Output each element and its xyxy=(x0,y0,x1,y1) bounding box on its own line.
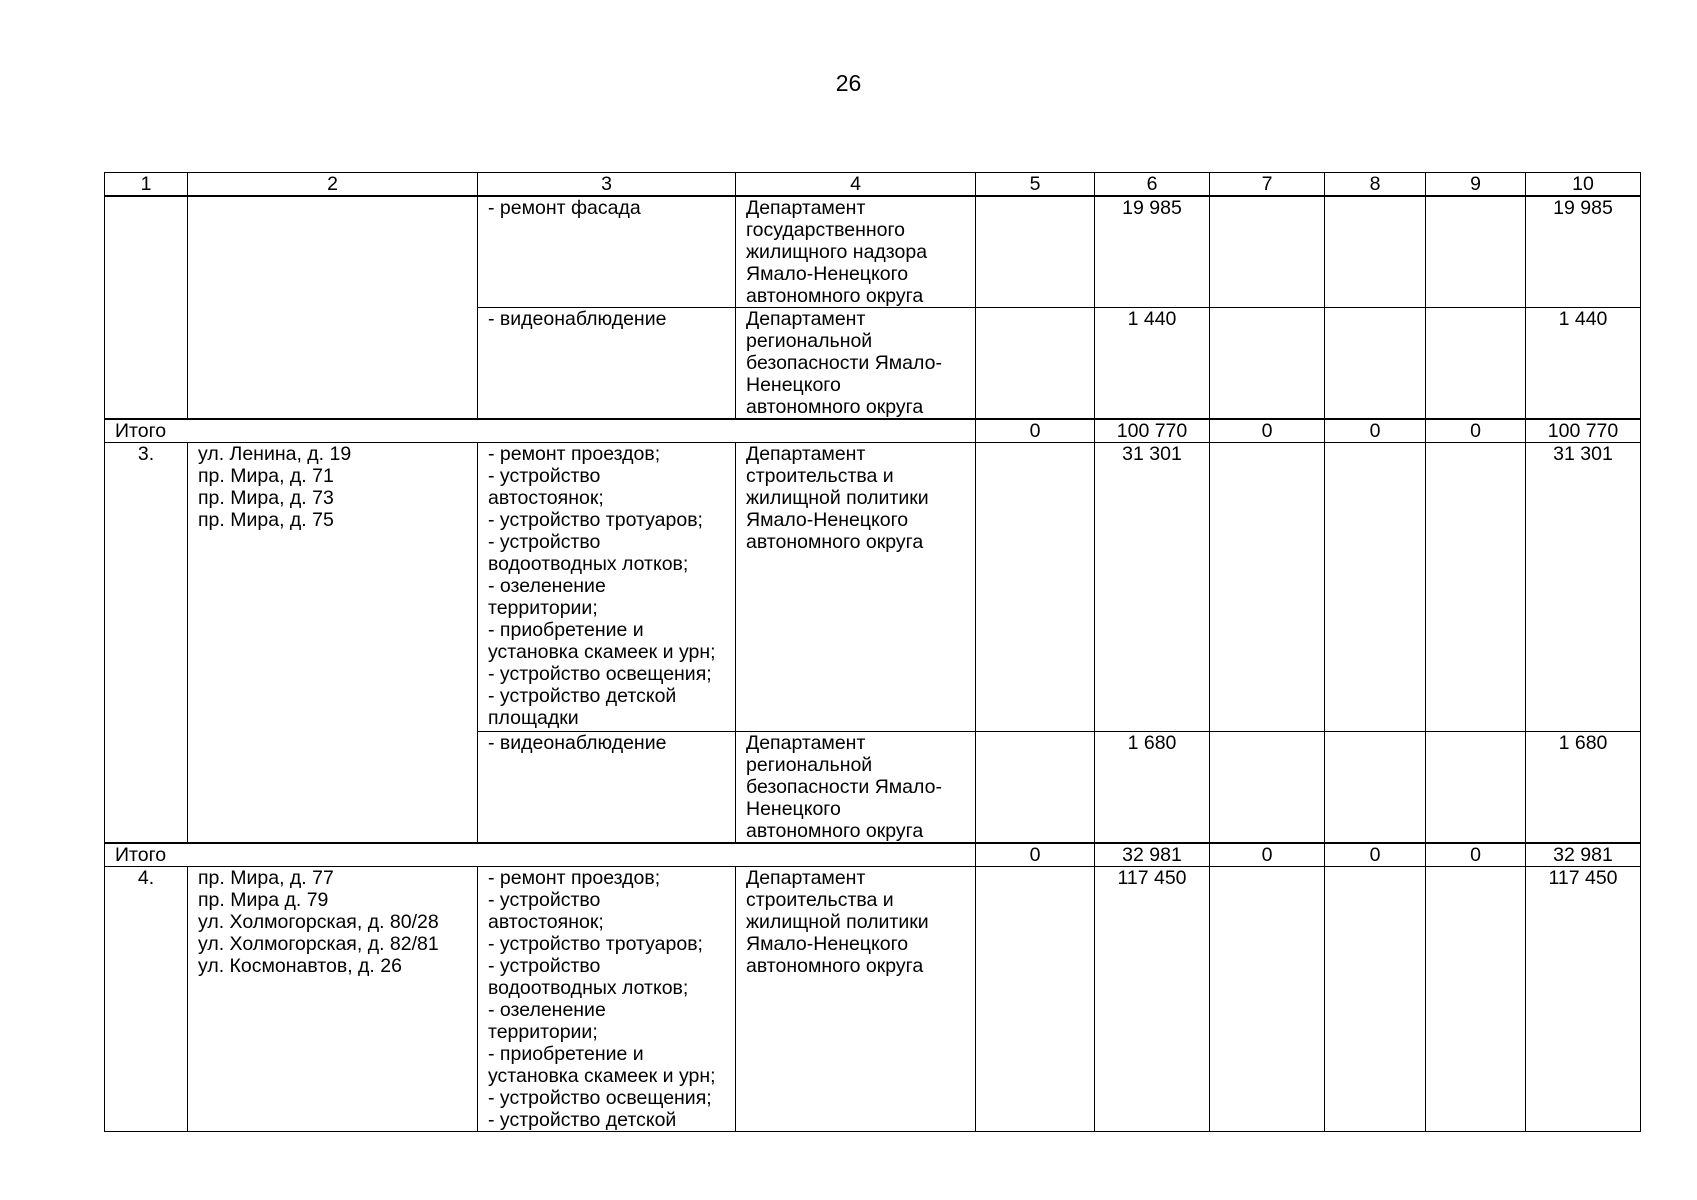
department-cell: Департамент строительства и жилищной политики Ямало-Ненецкого автономного округа xyxy=(736,867,976,1132)
value-cell xyxy=(1325,196,1426,308)
work-cell: - ремонт проездов; - устройство автостоянок; - устройство тротуаров; - устройство водоотводных лотков; - озеленение территории; - приобретение и установка скамеек и урн; - устройство освещения; - устройство детской площадки xyxy=(478,443,736,732)
value-cell xyxy=(1426,196,1526,308)
value-cell: 1 680 xyxy=(1095,732,1210,844)
department-cell: Департамент региональной безопасности Ямало- Ненецкого автономного округа xyxy=(736,308,976,420)
department-cell: Департамент строительства и жилищной политики Ямало-Ненецкого автономного округа xyxy=(736,443,976,732)
header-cell: 3 xyxy=(478,173,736,197)
total-value: 32 981 xyxy=(1095,843,1210,867)
row-number-cell: 4. xyxy=(105,867,188,1132)
value-cell: 31 301 xyxy=(1526,443,1641,732)
value-cell xyxy=(1426,308,1526,420)
total-value: 100 770 xyxy=(1526,419,1641,443)
value-cell xyxy=(1426,867,1526,1132)
header-cell: 7 xyxy=(1210,173,1325,197)
header-cell: 6 xyxy=(1095,173,1210,197)
total-label: Итого xyxy=(105,419,976,443)
table-row xyxy=(105,867,1641,1132)
header-cell: 10 xyxy=(1526,173,1641,197)
value-cell xyxy=(1210,732,1325,844)
column-number-row xyxy=(105,173,1641,197)
value-cell: 117 450 xyxy=(1526,867,1641,1132)
address-cell: ул. Ленина, д. 19 пр. Мира, д. 71 пр. Мира, д. 73 пр. Мира, д. 75 xyxy=(188,443,478,844)
value-cell: 19 985 xyxy=(1526,196,1641,308)
total-value: 0 xyxy=(976,843,1095,867)
header-cell: 9 xyxy=(1426,173,1526,197)
page-number: 26 xyxy=(835,70,862,96)
work-cell: - видеонаблюдение xyxy=(478,308,736,420)
value-cell: 117 450 xyxy=(1095,867,1210,1132)
value-cell xyxy=(1426,732,1526,844)
header-cell: 2 xyxy=(188,173,478,197)
value-cell xyxy=(1210,196,1325,308)
total-value: 0 xyxy=(976,419,1095,443)
value-cell xyxy=(1325,308,1426,420)
work-cell: - ремонт проездов; - устройство автостоянок; - устройство тротуаров; - устройство водоотводных лотков; - озеленение территории; - приобретение и установка скамеек и урн; - устройство освещения; - устройство детской xyxy=(478,867,736,1132)
total-value: 0 xyxy=(1426,419,1526,443)
value-cell xyxy=(976,867,1095,1132)
department-cell: Департамент государственного жилищного надзора Ямало-Ненецкого автономного округа xyxy=(736,196,976,308)
table-row xyxy=(105,443,1641,732)
total-value: 0 xyxy=(1325,843,1426,867)
program-table xyxy=(104,172,1641,1132)
value-cell xyxy=(1325,732,1426,844)
work-cell: - ремонт фасада xyxy=(478,196,736,308)
total-row xyxy=(105,843,1641,867)
value-cell xyxy=(976,308,1095,420)
value-cell xyxy=(1426,443,1526,732)
value-cell xyxy=(976,196,1095,308)
value-cell: 19 985 xyxy=(1095,196,1210,308)
total-row xyxy=(105,419,1641,443)
table-row xyxy=(105,196,1641,308)
value-cell xyxy=(1210,308,1325,420)
value-cell: 31 301 xyxy=(1095,443,1210,732)
value-cell: 1 680 xyxy=(1526,732,1641,844)
value-cell xyxy=(976,732,1095,844)
row-number-cell: 3. xyxy=(105,443,188,844)
department-cell: Департамент региональной безопасности Ямало- Ненецкого автономного округа xyxy=(736,732,976,844)
work-cell: - видеонаблюдение xyxy=(478,732,736,844)
value-cell: 1 440 xyxy=(1095,308,1210,420)
value-cell xyxy=(1210,867,1325,1132)
address-cell xyxy=(188,196,478,419)
value-cell xyxy=(976,443,1095,732)
header-cell: 4 xyxy=(736,173,976,197)
total-label: Итого xyxy=(105,843,976,867)
total-value: 32 981 xyxy=(1526,843,1641,867)
row-number-cell xyxy=(105,196,188,419)
total-value: 0 xyxy=(1210,843,1325,867)
total-value: 0 xyxy=(1325,419,1426,443)
header-cell: 5 xyxy=(976,173,1095,197)
address-cell: пр. Мира, д. 77 пр. Мира д. 79 ул. Холмогорская, д. 80/28 ул. Холмогорская, д. 82/81 ул. Космонавтов, д. 26 xyxy=(188,867,478,1132)
value-cell xyxy=(1325,867,1426,1132)
value-cell xyxy=(1210,443,1325,732)
value-cell xyxy=(1325,443,1426,732)
total-value: 0 xyxy=(1426,843,1526,867)
value-cell: 1 440 xyxy=(1526,308,1641,420)
total-value: 100 770 xyxy=(1095,419,1210,443)
header-cell: 1 xyxy=(105,173,188,197)
total-value: 0 xyxy=(1210,419,1325,443)
header-cell: 8 xyxy=(1325,173,1426,197)
